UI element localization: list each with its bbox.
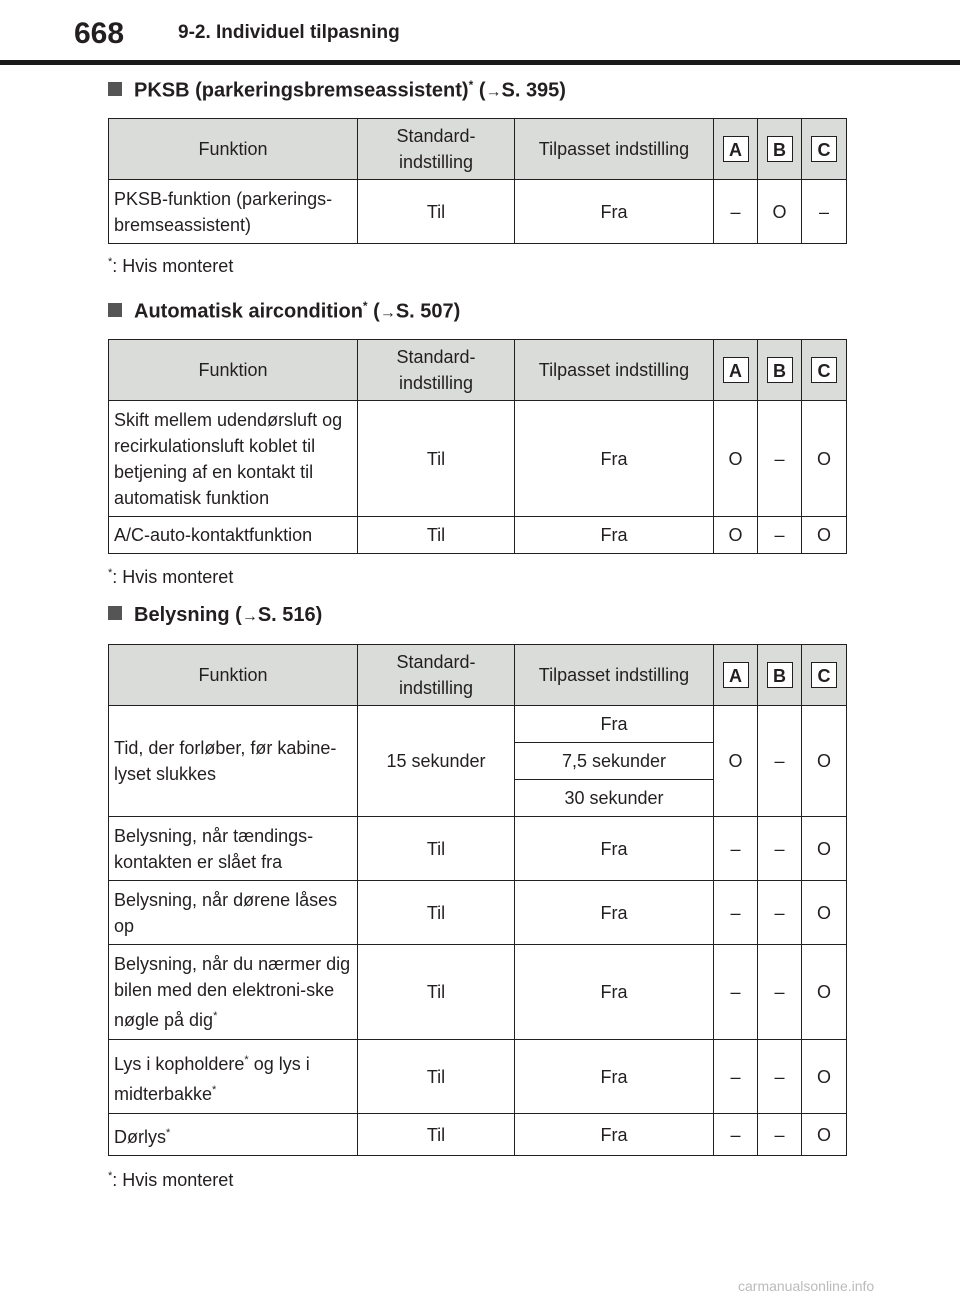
table-header-row: [109, 119, 847, 180]
square-bullet-icon: [108, 606, 122, 620]
page-number: 668: [74, 14, 140, 54]
page-ref-link[interactable]: S. 516): [257, 604, 323, 626]
footnote: *: Hvis monteret: [108, 567, 234, 587]
table-header-row: Funktion Standard- indstilling Tilpasset indstilling A B C: [109, 645, 847, 706]
col-default: Standard- indstilling: [358, 119, 515, 180]
page-header: [0, 0, 960, 68]
watermark: carmanualsonline.info: [738, 1278, 875, 1294]
table-row: Belysning, når dørene låses op Til Fra – – O: [109, 881, 847, 945]
table-pksb: [108, 118, 847, 244]
chapter-title: 9-2. Individuel tilpasning: [178, 22, 400, 43]
section-title-lighting: Belysning (→S. 516): [108, 604, 322, 627]
table-row: Tid, der forløber, før kabine-lyset slukkes 15 sekunder Fra O – O: [109, 706, 847, 743]
table-row: Belysning, når du nærmer dig bilen med den elektroni-ske nøgle på dig* Til Fra – – O: [109, 945, 847, 1040]
col-c: C: [802, 119, 847, 180]
col-a: A: [714, 119, 758, 180]
arrow-right-icon: →: [241, 608, 258, 625]
col-b: B: [758, 119, 802, 180]
page-ref-link[interactable]: S. 507): [395, 300, 461, 323]
col-custom: Tilpasset indstilling: [515, 119, 714, 180]
table-row: A/C-auto-kontaktfunktion Til Fra O – O: [109, 517, 847, 554]
arrow-right-icon: →: [485, 83, 502, 101]
footnote: *: Hvis monteret: [108, 1170, 234, 1190]
table-row: Belysning, når tændings-kontakten er slået fra Til Fra – – O: [109, 817, 847, 881]
header-rule: [0, 60, 960, 65]
square-bullet-icon: [108, 303, 122, 317]
arrow-right-icon: →: [379, 304, 396, 322]
table-lighting: Funktion Standard- indstilling Tilpasset indstilling A B C Tid, der forløber, før kabine-lyset slukkes 15 sekunder Fra O – O 7,5 sekunder 30 sekunder Belysning, når tændings-kontakten er slået fra Til Fra – – O Belysning, når dørene låses op Til Fra – – O Belysning, når du nærmer dig bilen med den elektroni-ske nøgle på dig* Til Fra – – O Lys i kopholdere* og lys i midterbakke* Til Fra – – O Dørlys* Til Fra – – O: [108, 644, 847, 1156]
table-aircon: [108, 339, 847, 554]
table-row: PKSB-funktion (parkerings-bremseassistent) Til Fra – O –: [109, 180, 847, 244]
col-function: Funktion: [109, 119, 358, 180]
section-title-pksb: PKSB (parkeringsbremseassistent)* (→S. 395): [108, 78, 566, 103]
table-row: Dørlys* Til Fra – – O: [109, 1114, 847, 1156]
table-row: Lys i kopholdere* og lys i midterbakke* Til Fra – – O: [109, 1040, 847, 1114]
table-header-row: Funktion Standard- indstilling Tilpasset indstilling A B C: [109, 340, 847, 401]
square-bullet-icon: [108, 82, 122, 96]
section-title-aircon: Automatisk aircondition* (→S. 507): [108, 299, 460, 324]
table-row: Skift mellem udendørsluft og recirkulationsluft koblet til betjening af en kontakt til automatisk funktion Til Fra O – O: [109, 401, 847, 517]
page-ref-link[interactable]: S. 395): [501, 79, 566, 102]
footnote: *: Hvis monteret: [108, 256, 234, 276]
